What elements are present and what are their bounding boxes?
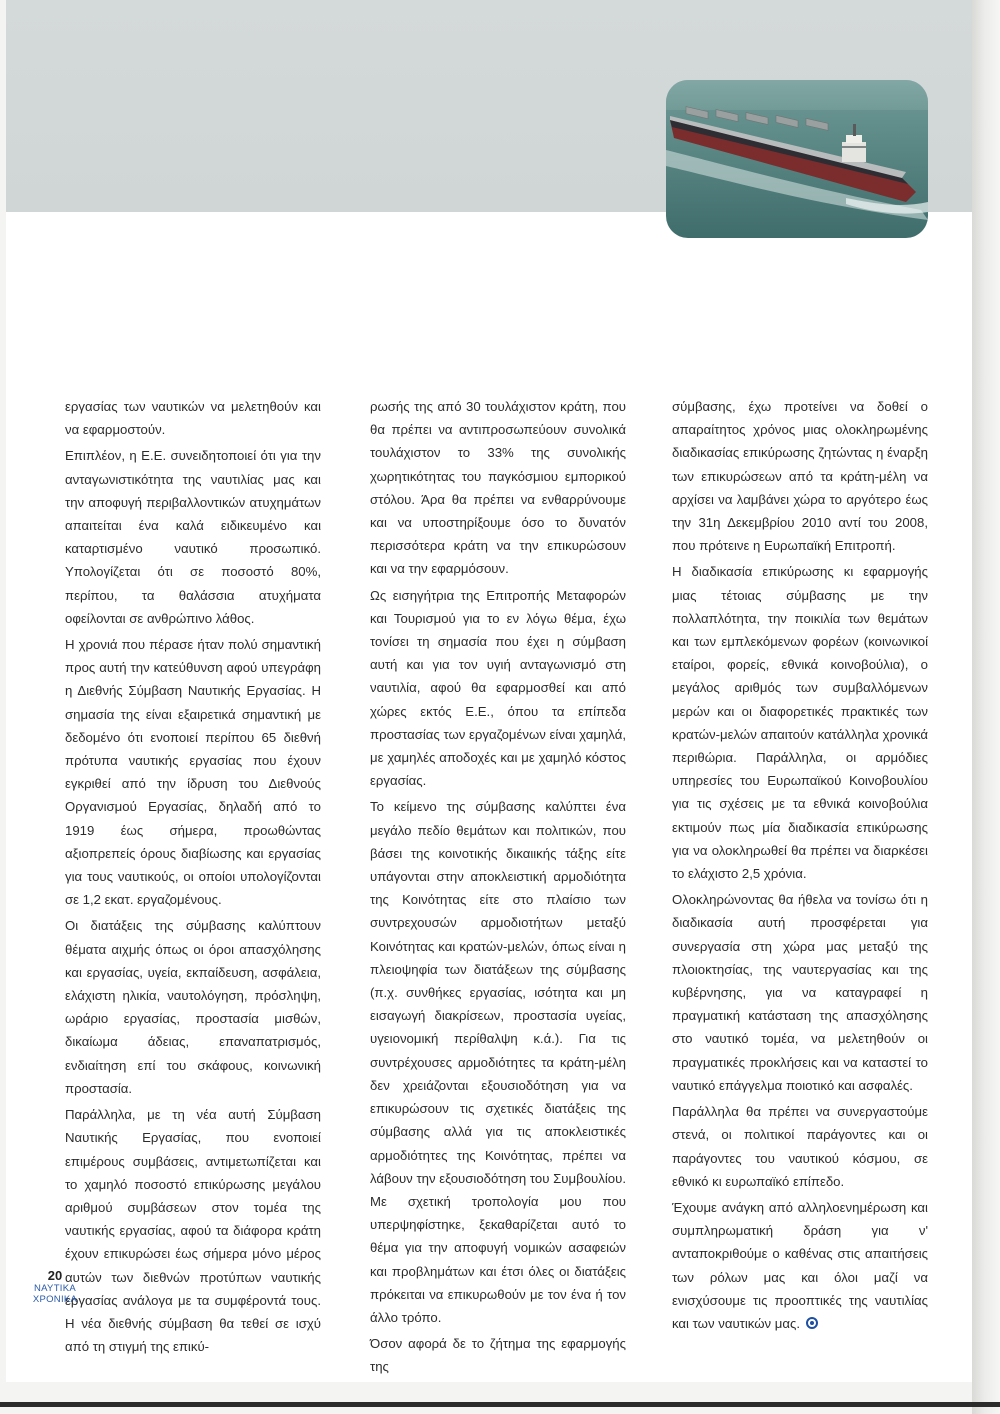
paragraph: Παράλληλα θα πρέπει να συνεργαστούμε στενά, οι πολιτικοί παράγοντες και οι παράγοντες του ναυτικού κόσμου, σε εθνικό κι ευρωπαϊκό επίπεδο. xyxy=(672,1104,928,1189)
ship-illustration xyxy=(666,80,928,238)
paragraph: Ως εισηγήτρια της Επιτροπής Μεταφορών και Τουρισμού για το εν λόγω θέμα, έχω τονίσει τη σημασία που έχει η σύμβαση αυτή και για τον υγιή ανταγωνισμό στη ναυτιλία, αφού θα εφαρμοσθεί και από χώρες εκτός Ε.Ε., όπου τα επίπεδα προστασίας των εργαζομένων είναι χαμηλά, με χαμηλές αποδοχές και με χαμηλό κόστος εργασίας. xyxy=(370,587,626,789)
article-column-3 xyxy=(672,395,928,1338)
magazine-name-line-1: ΝΑΥΤΙΚΑ xyxy=(33,1283,77,1294)
article-column-1 xyxy=(65,395,321,1361)
magazine-page xyxy=(6,0,972,1382)
article-column-2 xyxy=(370,395,626,1382)
paragraph: Οι διατάξεις της σύμβασης καλύπτουν θέματα αιχμής όπως οι όροι απασχόλησης και εργασίας, υγεία, εκπαίδευση, ασφάλεια, ελάχιστη ηλικία, ναυτολόγηση, πρόσληψη, ωράριο εργασίας, προστασία μισθών, δικαίωμα άδειας, επαναπατρισμός, ενδιαίτηση επί του σκάφους, κοινωνική προστασία. xyxy=(65,918,321,1096)
page-folio xyxy=(28,1268,82,1305)
paragraph: Παράλληλα, με τη νέα αυτή Σύμβαση Ναυτικής Εργασίας, που ενοποιεί επιμέρους συμβάσεις, αντιμετωπίζεται και το χαμηλό ποσοστό επικύρωσης μεγάλου αριθμού συμβάσεων στον τομέα της ναυτικής εργασίας, αφού τα διάφορα κράτη έχουν επικυρώσει έως σήμερα μόνο μέρος αυτών των διεθνών προτύπων ναυτικής εργασίας ανάλογα με τα συμφέροντά τους. Η νέα διεθνής σύμβαση θα τεθεί σε ισχύ από τη στιγμή της επικύ- xyxy=(65,1107,321,1355)
paragraph-final xyxy=(672,1196,928,1335)
paragraph: Ολοκληρώνοντας θα ήθελα να τονίσω ότι η διαδικασία αυτή προσφέρεται για συνεργασία στη χώρα μας μεταξύ της πλοιοκτησίας, της ναυτεργασίας και της κυβέρνησης, για να καταγραφεί η πραγματική κατάσταση της απασχόλησης στο ναυτικό τομέα, να μελετηθούν οι πραγματικές προκλήσεις και να καταστεί το ναυτικό επάγγελμα ποιοτικό και ασφαλές. xyxy=(672,892,928,1093)
paragraph: Η διαδικασία επικύρωσης κι εφαρμογής μιας τέτοιας σύμβασης με την πολλαπλότητα, την ποικιλία των θεμάτων και των εμπλεκόμενων φορέων (κοινωνικοί εταίροι, φορείς, εθνικά κοινοβούλια), ο μεγάλος αριθμός των συμβαλλόμενων μερών και οι διαφορετικές πρακτικές των κρατών-μελών απαιτούν κατάλληλα χρονικά περιθώρια. Παράλληλα, οι αρμόδιες υπηρεσίες του Ευρωπαϊκού Κοινοβουλίου για τις σχέσεις με τα εθνικά κοινοβούλια εκτιμούν πως μία διαδικασία επικύρωσης για να ολοκληρωθεί θα πρέπει να διαρκέσει το ελάχιστο 2,5 χρόνια. xyxy=(672,564,928,882)
magazine-name-line-2: ΧΡΟΝΙΚΑ xyxy=(32,1294,78,1305)
page-edge-shadow xyxy=(972,0,1000,1414)
paragraph-text: Έχουμε ανάγκη από αλληλοενημέρωση και συμπληρωματική δράση για ν' ανταποκριθούμε ο καθένας στις απαιτήσεις των ρόλων μας και όλοι μαζί να ενισχύσουμε τις προοπτικές της ναυτιλίας και των ναυτικών μας. xyxy=(672,1199,928,1331)
bottom-rule xyxy=(0,1402,1000,1407)
paragraph: ρωσής της από 30 τουλάχιστον κράτη, που θα πρέπει να αντιπροσωπεύουν συνολικά τουλάχιστον το 33% της συνολικής χωρητικότητας του παγκόσμιου εμπορικού στόλου. Άρα θα πρέπει να ενθαρρύνουμε και να υποστηρίξουμε όσο το δυνατόν περισσότερα κράτη να την επικυρώσουν και να την εφαρμόσουν. xyxy=(370,399,626,577)
paragraph: Η χρονιά που πέρασε ήταν πολύ σημαντική προς αυτή την κατεύθυνση αφού υπεγράφη η Διεθνής Σύμβαση Ναυτικής Εργασίας. Η σημασία της είναι εξαιρετικά σημαντική με δεδομένο ότι ενοποιεί περίπου 65 διεθνή πρότυπα ναυτικής εργασίας που έχουν εγκριθεί από την ίδρυση του Διεθνούς Οργανισμού Εργασίας, δηλαδή από το 1919 έως σήμερα, προωθώντας αξιοπρεπείς όρους διαβίωσης και εργασίας για τους ναυτικούς, οι οποίοι υπολογίζονται σε 1,2 εκατ. εργαζομένους. xyxy=(65,637,321,908)
paragraph: Το κείμενο της σύμβασης καλύπτει ένα μεγάλο πεδίο θεμάτων και πολιτικών, που βάσει της κοινοτικής δικαιικής τάξης είτε υπάγονται στην αποκλειστική αρμοδιότητα της Κοινότητας είτε στο πλαίσιο των συντρεχουσών αρμοδιοτήτων μεταξύ Κοινότητας και κρατών-μελών, όπως είναι η πλειοψηφία των διατάξεων της σύμβασης (π.χ. συνθήκες εργασίας, ισότητα και μη εισαγωγή διακρίσεων, προστασία υγείας, υγειονομική περίθαλψη κ.ά.). Για τις συντρέχουσες αρμοδιότητες τα κράτη-μέλη δεν χρειάζονται εξουσιοδότηση για να επικυρώσουν τις σχετικές διατάξεις της σύμβασης αλλά για τις αποκλειστικές αρμοδιότητες της Κοινότητας, πρέπει να λάβουν την εξουσιοδότηση του Συμβουλίου. Με σχετική τροπολογία μου που υπερψηφίστηκε, ξεκαθαρίζεται αυτό το θέμα για την αποφυγή νομικών ασαφειών και προβλημάτων και έτσι όλες οι διατάξεις πρόκειται να επικυρωθούν με τον ένα ή τον άλλο τρόπο. xyxy=(370,799,626,1325)
end-of-article-icon xyxy=(806,1317,818,1329)
ship-photo xyxy=(666,80,928,238)
paragraph: σύμβασης, έχω προτείνει να δοθεί ο απαραίτητος χρόνος μιας ολοκληρωμένης διαδικασίας επικύρωσης ζητώντας η έναρξη των επικυρώσεων από τα κράτη-μέλη να αρχίσει να λαμβάνει χώρα το αργότερο έως την 31η Δεκεμβρίου 2010 αντί του 2008, που πρότεινε η Ευρωπαϊκή Επιτροπή. xyxy=(672,399,928,554)
paragraph: εργασίας των ναυτικών να μελετηθούν και να εφαρμοστούν. xyxy=(65,399,321,438)
paragraph: Επιπλέον, η Ε.Ε. συνειδητοποιεί ότι για την ανταγωνιστικότητα της ναυτιλίας μας και την αποφυγή περιβαλλοντικών ατυχημάτων απαιτείται ένα καλά ειδικευμένο και καταρτισμένο ναυτικό προσωπικό. Υπολογίζεται ότι σε ποσοστό 80%, περίπου, τα θαλάσσια ατυχήματα οφείλονται σε ανθρώπινο λάθος. xyxy=(65,448,321,626)
paragraph: Όσον αφορά δε το ζήτημα της εφαρμογής της xyxy=(370,1336,626,1375)
page-number: 20 xyxy=(47,1268,63,1283)
